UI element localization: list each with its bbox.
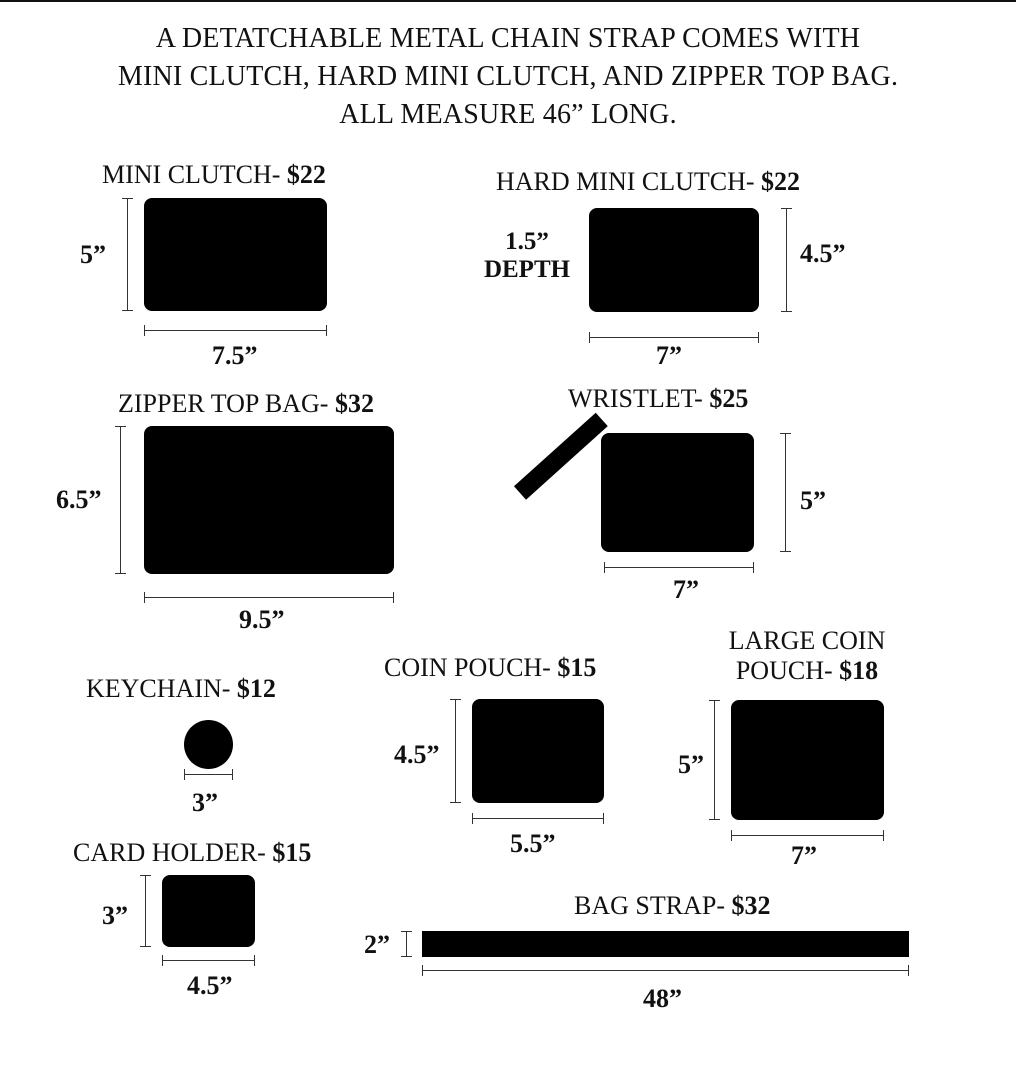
mini-clutch-height: 5” [80,240,106,269]
keychain-price: $12 [236,674,276,703]
zipper-top-bag-height-line [120,426,121,574]
card-holder-height: 3” [102,901,128,930]
card-holder-height-line [145,875,146,947]
card-holder-shape [162,875,255,947]
bag-strap-title [574,891,770,921]
zipper-top-bag-height: 6.5” [56,485,102,514]
wristlet-title [568,384,748,414]
wristlet-height-line [785,433,786,552]
hard-mini-clutch-width: 7” [656,341,682,370]
hard-mini-clutch-depth-label: DEPTH [483,256,571,283]
card-holder-price: $15 [272,838,312,867]
wristlet-width: 7” [673,575,699,604]
coin-pouch-width-line [472,818,604,819]
large-coin-pouch-name-line-2 [714,656,900,686]
mini-clutch-width-line [144,330,327,331]
large-coin-pouch-width: 7” [791,841,817,870]
header-line-2: MINI CLUTCH, HARD MINI CLUTCH, AND ZIPPER TOP BAG. [117,61,899,92]
bag-strap-height-line [406,931,407,957]
wristlet-shape [601,433,754,552]
card-holder-title [73,838,311,868]
wristlet-name: WRISTLET- [568,384,703,413]
coin-pouch-width: 5.5” [510,829,556,858]
mini-clutch-name: MINI CLUTCH- [102,160,281,189]
hard-mini-clutch-depth [475,228,579,284]
large-coin-pouch-price: $18 [839,656,879,685]
top-border [0,0,1016,2]
hard-mini-clutch-price: $22 [761,167,801,196]
card-holder-width: 4.5” [187,971,233,1000]
header-text [0,20,1016,134]
bag-strap-shape [422,931,909,957]
mini-clutch-shape [144,198,327,311]
coin-pouch-height: 4.5” [394,740,440,769]
bag-strap-height: 2” [364,930,390,959]
large-coin-pouch-height-line [714,700,715,820]
large-coin-pouch-shape [731,700,884,820]
wristlet-width-line [604,567,754,568]
bag-strap-name: BAG STRAP- [574,891,725,920]
zipper-top-bag-title [118,389,374,419]
zipper-top-bag-price: $32 [334,389,374,418]
coin-pouch-height-line [455,699,456,803]
wristlet-strap [514,413,608,500]
keychain-width: 3” [192,788,218,817]
hard-mini-clutch-title [496,167,800,197]
mini-clutch-price: $22 [286,160,326,189]
large-coin-pouch-name-2-text: POUCH- [735,656,833,685]
bag-strap-price: $32 [731,891,771,920]
wristlet-height: 5” [800,486,826,515]
mini-clutch-width: 7.5” [212,341,258,370]
coin-pouch-title [384,653,596,683]
wristlet-price: $25 [709,384,749,413]
zipper-top-bag-shape [144,426,394,574]
keychain-width-line [184,774,233,775]
hard-mini-clutch-name: HARD MINI CLUTCH- [496,167,755,196]
coin-pouch-name: COIN POUCH- [384,653,551,682]
card-holder-width-line [162,960,255,961]
bag-strap-width-line [422,970,909,971]
hard-mini-clutch-width-line [589,337,759,338]
hard-mini-clutch-depth-value: 1.5” [505,228,549,255]
mini-clutch-height-line [127,198,128,311]
large-coin-pouch-title [714,626,900,686]
keychain-title [86,674,276,704]
hard-mini-clutch-shape [589,208,759,312]
hard-mini-clutch-height-line [786,208,787,312]
keychain-shape [184,720,233,769]
large-coin-pouch-height: 5” [678,750,704,779]
mini-clutch-title [102,160,326,190]
header-line-3: ALL MEASURE 46” LONG. [339,99,677,130]
large-coin-pouch-width-line [731,835,884,836]
keychain-name: KEYCHAIN- [86,674,231,703]
card-holder-name: CARD HOLDER- [73,838,266,867]
bag-strap-width: 48” [643,984,682,1013]
large-coin-pouch-name-line-1: LARGE COIN [728,626,886,655]
zipper-top-bag-width: 9.5” [239,605,285,634]
zipper-top-bag-name: ZIPPER TOP BAG- [118,389,329,418]
zipper-top-bag-width-line [144,597,394,598]
hard-mini-clutch-height: 4.5” [800,239,846,268]
header-line-1: A DETATCHABLE METAL CHAIN STRAP COMES WITH [155,23,861,54]
coin-pouch-price: $15 [557,653,597,682]
coin-pouch-shape [472,699,604,803]
